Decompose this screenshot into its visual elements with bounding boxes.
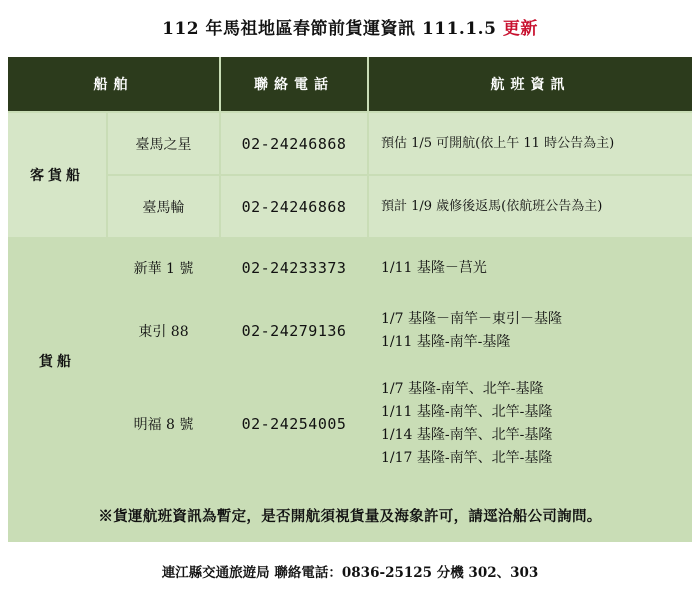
info-line: 預估 1/5 可開航(依上午 11 時公告為主) bbox=[381, 136, 615, 151]
info-line: 1/11 基隆-南竿-基隆 bbox=[381, 333, 511, 350]
ship-phone: 02-24233373 bbox=[241, 259, 347, 277]
ship-phone: 02-24246868 bbox=[221, 113, 367, 174]
ship-info bbox=[369, 239, 692, 297]
ship-phone: 02-24246868 bbox=[221, 176, 367, 237]
header-info: 航班資訊 bbox=[369, 57, 692, 111]
page-title bbox=[0, 14, 700, 39]
ship-name: 東引 88 bbox=[138, 323, 189, 340]
ship-phone: 02-24279136 bbox=[241, 321, 347, 340]
footer-contact: 連江縣交通旅遊局 聯絡電話：0836-25125 分機 302、303 bbox=[161, 565, 539, 581]
disclaimer-note: ※貨運航班資訊為暫定，是否開航須視貨量及海象許可，請逕洽船公司詢問。 bbox=[8, 488, 692, 542]
title-main: 112 年馬祖地區春節前貨運資訊 111.1.5 bbox=[162, 19, 503, 39]
group-cargo: 貨船 bbox=[39, 354, 75, 370]
info-line: 預計 1/9 歲修後返馬(依航班公告為主) bbox=[381, 199, 603, 214]
ship-info bbox=[369, 299, 692, 362]
info-line: 1/17 基隆-南竿、北竿-基隆 bbox=[381, 449, 553, 466]
ship-name: 明福 8 號 bbox=[133, 416, 194, 433]
ship-phone: 02-24254005 bbox=[241, 414, 347, 433]
info-line: 1/11 基隆－莒光 bbox=[381, 259, 487, 276]
info-line: 1/7 基隆－南竿－東引－基隆 bbox=[381, 310, 562, 327]
schedule-table bbox=[8, 57, 692, 542]
info-line: 1/14 基隆-南竿、北竿-基隆 bbox=[381, 426, 553, 443]
ship-info bbox=[369, 113, 692, 174]
ship-info bbox=[369, 364, 692, 483]
header-phone: 聯絡電話 bbox=[221, 57, 367, 111]
ship-name: 新華 1 號 bbox=[133, 261, 194, 277]
ship-name: 臺馬輪 bbox=[108, 176, 219, 237]
ship-info bbox=[369, 176, 692, 237]
ship-name: 臺馬之星 bbox=[108, 113, 219, 174]
info-line: 1/7 基隆-南竿、北竿-基隆 bbox=[381, 380, 544, 397]
info-line: 1/11 基隆-南竿、北竿-基隆 bbox=[381, 403, 553, 420]
group-passenger-cargo: 客貨船 bbox=[8, 113, 106, 237]
header-ship: 船舶 bbox=[8, 57, 219, 111]
title-highlight: 更新 bbox=[502, 19, 538, 39]
